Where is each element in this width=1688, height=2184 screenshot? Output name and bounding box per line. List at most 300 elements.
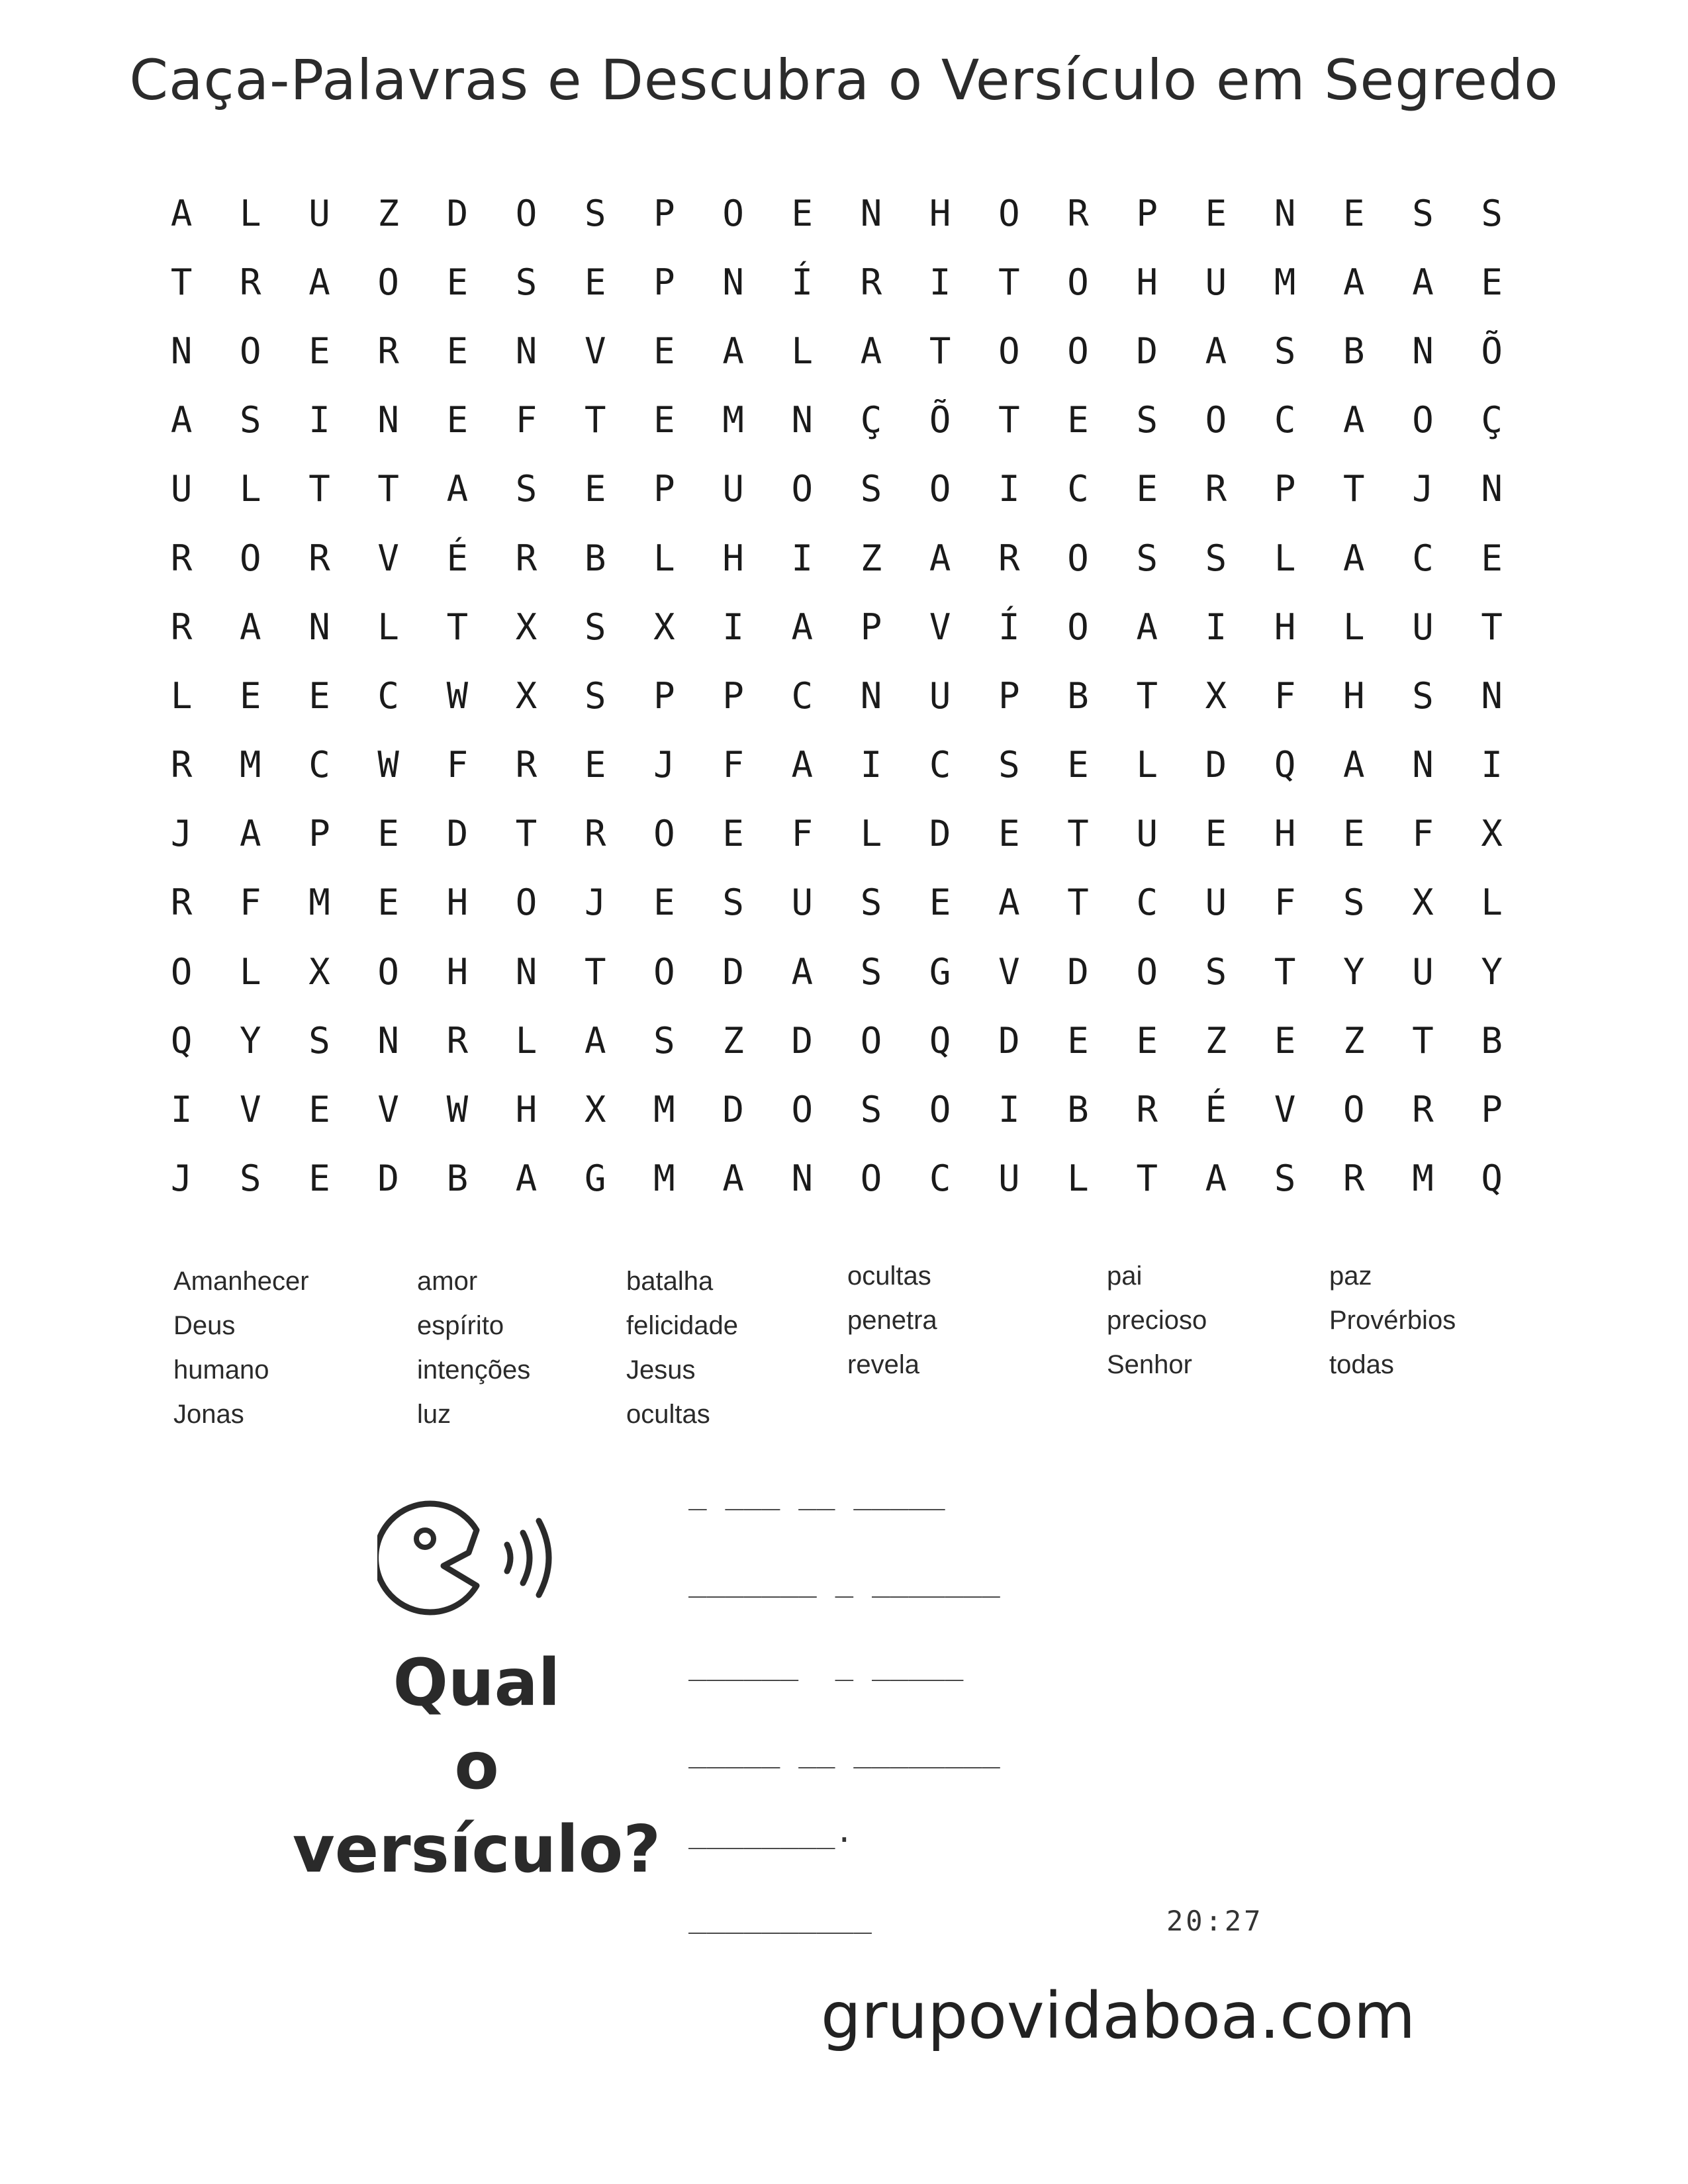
grid-cell: O: [377, 950, 399, 993]
grid-cell: E: [308, 330, 330, 372]
grid-cell: R: [515, 744, 538, 786]
grid-cell: E: [722, 813, 744, 855]
grid-cell: I: [1205, 606, 1227, 648]
grid-cell: Õ: [1481, 330, 1503, 372]
grid-cell: X: [1481, 813, 1503, 855]
grid-cell: Q: [170, 1019, 193, 1062]
answer-line-2: _______ _ _______: [688, 1562, 1000, 1598]
grid-cell: R: [1136, 1089, 1158, 1131]
grid-cell: Ç: [860, 399, 882, 441]
grid-cell: O: [791, 468, 814, 510]
grid-cell: D: [377, 1158, 399, 1200]
grid-cell: S: [860, 468, 882, 510]
grid-cell: E: [377, 813, 399, 855]
grid-cell: L: [240, 950, 261, 993]
grid-cell: E: [446, 330, 469, 372]
grid-cell: L: [1136, 744, 1158, 786]
grid-cell: A: [1343, 537, 1365, 579]
grid-cell: E: [446, 399, 469, 441]
grid-cell: U: [1136, 813, 1158, 855]
grid-cell: E: [308, 1158, 330, 1200]
grid-cell: C: [791, 674, 814, 717]
grid-cell: L: [1274, 537, 1296, 579]
grid-cell: E: [998, 813, 1020, 855]
word-list-column-2: [417, 1259, 530, 1437]
grid-cell: H: [929, 192, 951, 234]
grid-cell: L: [1067, 1158, 1089, 1200]
grid-cell: X: [653, 606, 675, 648]
answer-line-3: ______ _ _____: [688, 1645, 964, 1681]
grid-cell: F: [1274, 882, 1296, 924]
grid-cell: I: [1481, 744, 1503, 786]
grid-cell: U: [170, 468, 193, 510]
grid-cell: A: [860, 330, 882, 372]
grid-cell: D: [1067, 950, 1089, 993]
grid-cell: D: [446, 192, 469, 234]
grid-cell: R: [515, 537, 538, 579]
grid-cell: N: [1274, 192, 1296, 234]
grid-cell: R: [170, 606, 193, 648]
grid-cell: P: [1481, 1089, 1503, 1131]
grid-cell: C: [1067, 468, 1089, 510]
grid-cell: U: [1412, 606, 1434, 648]
grid-cell: T: [584, 399, 606, 441]
grid-cell: A: [1205, 1158, 1227, 1200]
grid-cell: Q: [1274, 744, 1296, 786]
grid-cell: A: [170, 192, 193, 234]
grid-cell: X: [584, 1089, 606, 1131]
grid-cell: O: [1067, 537, 1089, 579]
grid-cell: S: [1274, 330, 1296, 372]
grid-cell: J: [170, 813, 193, 855]
grid-cell: R: [170, 744, 193, 786]
word-list-item: penetra: [847, 1306, 937, 1335]
grid-cell: P: [1274, 468, 1296, 510]
grid-cell: T: [308, 468, 330, 510]
grid-cell: I: [860, 744, 882, 786]
grid-cell: E: [1067, 1019, 1089, 1062]
grid-cell: N: [1412, 744, 1434, 786]
grid-cell: S: [998, 744, 1020, 786]
grid-cell: T: [1067, 882, 1089, 924]
grid-cell: O: [929, 468, 951, 510]
footer-website: grupovidaboa.com: [821, 1979, 1416, 2053]
word-list-column-4: [847, 1254, 937, 1387]
grid-cell: T: [584, 950, 606, 993]
grid-cell: A: [1205, 330, 1227, 372]
grid-cell: R: [240, 261, 261, 303]
grid-cell: O: [653, 950, 675, 993]
word-list-item: batalha: [626, 1267, 714, 1296]
grid-cell: H: [446, 950, 469, 993]
word-list-item: ocultas: [847, 1261, 931, 1291]
grid-cell: C: [308, 744, 330, 786]
grid-cell: E: [1136, 468, 1158, 510]
grid-cell: X: [515, 606, 538, 648]
grid-cell: T: [1274, 950, 1296, 993]
grid-cell: E: [1205, 192, 1227, 234]
grid-cell: W: [446, 1089, 469, 1131]
grid-cell: R: [170, 537, 193, 579]
grid-cell: C: [929, 1158, 951, 1200]
grid-cell: U: [1205, 882, 1227, 924]
grid-cell: O: [515, 192, 538, 234]
grid-cell: V: [240, 1089, 261, 1131]
grid-cell: I: [998, 1089, 1020, 1131]
grid-cell: D: [929, 813, 951, 855]
grid-cell: N: [722, 261, 744, 303]
word-list-item: intenções: [417, 1355, 531, 1385]
grid-cell: P: [722, 674, 744, 717]
grid-cell: S: [1343, 882, 1365, 924]
grid-cell: E: [1205, 813, 1227, 855]
grid-cell: N: [860, 674, 882, 717]
grid-cell: É: [1205, 1089, 1227, 1131]
word-list-item: Jonas: [173, 1400, 244, 1429]
grid-cell: A: [170, 399, 193, 441]
word-list-column-3: [626, 1259, 738, 1437]
grid-cell: G: [929, 950, 951, 993]
grid-cell: O: [791, 1089, 814, 1131]
grid-cell: F: [1274, 674, 1296, 717]
grid-cell: C: [1412, 537, 1434, 579]
grid-cell: O: [998, 192, 1020, 234]
grid-cell: A: [1343, 399, 1365, 441]
grid-cell: S: [584, 192, 606, 234]
word-list-item: precioso: [1107, 1306, 1207, 1335]
grid-cell: V: [584, 330, 606, 372]
grid-cell: H: [1274, 606, 1296, 648]
grid-cell: L: [240, 468, 261, 510]
grid-cell: Í: [791, 261, 814, 303]
grid-cell: H: [446, 882, 469, 924]
grid-cell: Z: [722, 1019, 744, 1062]
grid-cell: T: [998, 399, 1020, 441]
grid-cell: T: [1067, 813, 1089, 855]
grid-cell: T: [1136, 1158, 1158, 1200]
grid-cell: O: [653, 813, 675, 855]
answer-line-6: __________: [688, 1898, 872, 1934]
grid-cell: M: [1274, 261, 1296, 303]
grid-cell: O: [377, 261, 399, 303]
grid-cell: I: [791, 537, 814, 579]
grid-cell: E: [446, 261, 469, 303]
grid-cell: M: [722, 399, 744, 441]
grid-cell: E: [1067, 744, 1089, 786]
grid-cell: C: [1274, 399, 1296, 441]
grid-cell: I: [998, 468, 1020, 510]
grid-cell: L: [377, 606, 399, 648]
grid-cell: O: [1343, 1089, 1365, 1131]
grid-cell: E: [308, 674, 330, 717]
grid-cell: T: [515, 813, 538, 855]
grid-cell: Z: [1205, 1019, 1227, 1062]
grid-cell: U: [929, 674, 951, 717]
word-list-item: ocultas: [626, 1400, 710, 1429]
grid-cell: H: [1343, 674, 1365, 717]
grid-cell: D: [722, 950, 744, 993]
grid-cell: S: [653, 1019, 675, 1062]
grid-cell: A: [1412, 261, 1434, 303]
grid-cell: O: [1067, 261, 1089, 303]
grid-cell: R: [377, 330, 399, 372]
grid-cell: L: [791, 330, 814, 372]
grid-cell: P: [653, 468, 675, 510]
grid-cell: S: [722, 882, 744, 924]
grid-cell: E: [929, 882, 951, 924]
word-list-item: todas: [1329, 1350, 1394, 1379]
grid-cell: E: [377, 882, 399, 924]
grid-cell: F: [446, 744, 469, 786]
question-line-3: versículo?: [292, 1812, 661, 1888]
grid-cell: E: [584, 744, 606, 786]
grid-cell: U: [1205, 261, 1227, 303]
grid-cell: B: [1067, 674, 1089, 717]
word-list-item: Amanhecer: [173, 1267, 309, 1296]
grid-cell: U: [998, 1158, 1020, 1200]
grid-cell: G: [584, 1158, 606, 1200]
grid-cell: N: [377, 1019, 399, 1062]
grid-cell: R: [1067, 192, 1089, 234]
grid-cell: Í: [998, 606, 1020, 648]
grid-cell: B: [1067, 1089, 1089, 1131]
grid-cell: X: [1412, 882, 1434, 924]
word-list-item: humano: [173, 1355, 269, 1385]
word-search-grid: [147, 179, 1526, 1213]
word-list-item: amor: [417, 1267, 478, 1296]
grid-cell: E: [240, 674, 261, 717]
grid-cell: N: [308, 606, 330, 648]
grid-cell: S: [584, 674, 606, 717]
grid-cell: P: [860, 606, 882, 648]
grid-cell: U: [1412, 950, 1434, 993]
grid-cell: R: [1343, 1158, 1365, 1200]
grid-cell: T: [377, 468, 399, 510]
grid-cell: É: [446, 537, 469, 579]
grid-cell: N: [515, 950, 538, 993]
grid-cell: F: [515, 399, 538, 441]
grid-cell: M: [1412, 1158, 1434, 1200]
grid-cell: N: [515, 330, 538, 372]
word-list-item: felicidade: [626, 1311, 739, 1340]
grid-cell: H: [515, 1089, 538, 1131]
grid-cell: T: [1343, 468, 1365, 510]
grid-cell: J: [584, 882, 606, 924]
grid-cell: J: [170, 1158, 193, 1200]
grid-cell: O: [515, 882, 538, 924]
verse-reference: 20:27: [1166, 1905, 1264, 1937]
answer-line-1: _ ___ __ _____: [688, 1475, 945, 1510]
grid-cell: E: [584, 261, 606, 303]
grid-cell: B: [1481, 1019, 1503, 1062]
grid-cell: B: [584, 537, 606, 579]
word-list-item: Senhor: [1107, 1350, 1192, 1379]
grid-cell: T: [1412, 1019, 1434, 1062]
grid-cell: Ç: [1481, 399, 1503, 441]
grid-cell: V: [377, 1089, 399, 1131]
grid-cell: W: [446, 674, 469, 717]
grid-cell: I: [722, 606, 744, 648]
grid-cell: X: [308, 950, 330, 993]
grid-cell: E: [1481, 261, 1503, 303]
grid-cell: F: [240, 882, 261, 924]
grid-cell: D: [722, 1089, 744, 1131]
grid-cell: P: [653, 674, 675, 717]
grid-cell: D: [1205, 744, 1227, 786]
grid-cell: O: [240, 330, 261, 372]
grid-cell: A: [515, 1158, 538, 1200]
grid-cell: N: [377, 399, 399, 441]
grid-cell: O: [1136, 950, 1158, 993]
grid-cell: O: [1067, 606, 1089, 648]
answer-line-5: ________.: [688, 1813, 854, 1849]
grid-cell: W: [377, 744, 399, 786]
grid-cell: X: [515, 674, 538, 717]
grid-cell: J: [653, 744, 675, 786]
grid-cell: A: [240, 813, 261, 855]
grid-cell: P: [653, 192, 675, 234]
grid-cell: T: [170, 261, 193, 303]
grid-cell: A: [722, 1158, 744, 1200]
grid-cell: X: [1205, 674, 1227, 717]
grid-cell: P: [308, 813, 330, 855]
grid-cell: T: [446, 606, 469, 648]
word-list-column-5: [1107, 1254, 1207, 1387]
grid-cell: P: [998, 674, 1020, 717]
grid-cell: S: [1136, 537, 1158, 579]
answer-line-4: _____ __ ________: [688, 1733, 1000, 1768]
grid-cell: E: [1343, 192, 1365, 234]
grid-cell: O: [722, 192, 744, 234]
grid-cell: I: [308, 399, 330, 441]
grid-cell: E: [653, 882, 675, 924]
grid-cell: Õ: [929, 399, 951, 441]
grid-cell: L: [240, 192, 261, 234]
grid-cell: S: [1481, 192, 1503, 234]
grid-cell: V: [1274, 1089, 1296, 1131]
word-list-column-1: [173, 1259, 309, 1437]
grid-cell: F: [722, 744, 744, 786]
grid-cell: Z: [1343, 1019, 1365, 1062]
grid-cell: O: [1412, 399, 1434, 441]
grid-cell: L: [170, 674, 193, 717]
word-list-item: luz: [417, 1400, 451, 1429]
grid-cell: M: [240, 744, 261, 786]
grid-cell: S: [1136, 399, 1158, 441]
grid-cell: U: [791, 882, 814, 924]
grid-cell: A: [584, 1019, 606, 1062]
grid-cell: A: [791, 744, 814, 786]
grid-cell: L: [860, 813, 882, 855]
grid-cell: Z: [860, 537, 882, 579]
grid-cell: S: [1205, 950, 1227, 993]
word-list-column-6: [1329, 1254, 1456, 1387]
grid-cell: M: [653, 1089, 675, 1131]
grid-cell: E: [1067, 399, 1089, 441]
grid-cell: D: [791, 1019, 814, 1062]
grid-cell: J: [1412, 468, 1434, 510]
grid-cell: A: [998, 882, 1020, 924]
grid-cell: L: [1481, 882, 1503, 924]
grid-cell: Q: [929, 1019, 951, 1062]
grid-cell: L: [653, 537, 675, 579]
grid-cell: N: [791, 1158, 814, 1200]
grid-cell: F: [1412, 813, 1434, 855]
grid-cell: R: [446, 1019, 469, 1062]
grid-cell: U: [722, 468, 744, 510]
grid-cell: B: [446, 1158, 469, 1200]
grid-cell: V: [998, 950, 1020, 993]
grid-cell: A: [446, 468, 469, 510]
grid-cell: R: [170, 882, 193, 924]
word-list-item: paz: [1329, 1261, 1372, 1291]
grid-cell: E: [791, 192, 814, 234]
grid-cell: Y: [1343, 950, 1365, 993]
grid-cell: N: [791, 399, 814, 441]
grid-cell: O: [860, 1019, 882, 1062]
grid-cell: E: [1481, 537, 1503, 579]
grid-cell: C: [929, 744, 951, 786]
grid-cell: O: [929, 1089, 951, 1131]
grid-cell: S: [240, 399, 261, 441]
grid-cell: N: [170, 330, 193, 372]
grid-cell: H: [722, 537, 744, 579]
grid-cell: B: [1343, 330, 1365, 372]
grid-cell: P: [653, 261, 675, 303]
grid-cell: T: [1136, 674, 1158, 717]
grid-cell: N: [860, 192, 882, 234]
grid-cell: S: [515, 468, 538, 510]
question-line-1: Qual: [393, 1645, 561, 1721]
grid-cell: R: [860, 261, 882, 303]
grid-cell: U: [308, 192, 330, 234]
grid-cell: A: [722, 330, 744, 372]
grid-cell: R: [998, 537, 1020, 579]
grid-cell: A: [791, 950, 814, 993]
grid-cell: P: [1136, 192, 1158, 234]
grid-cell: O: [1067, 330, 1089, 372]
grid-cell: H: [1136, 261, 1158, 303]
grid-cell: Y: [1481, 950, 1503, 993]
grid-cell: S: [584, 606, 606, 648]
word-list-item: revela: [847, 1350, 919, 1379]
grid-cell: R: [584, 813, 606, 855]
grid-cell: A: [1343, 261, 1365, 303]
grid-cell: Z: [377, 192, 399, 234]
grid-cell: D: [998, 1019, 1020, 1062]
grid-cell: A: [308, 261, 330, 303]
grid-cell: E: [1343, 813, 1365, 855]
grid-cell: O: [860, 1158, 882, 1200]
grid-cell: O: [240, 537, 261, 579]
grid-cell: V: [929, 606, 951, 648]
grid-cell: E: [1274, 1019, 1296, 1062]
speaking-face-icon: [377, 1489, 569, 1621]
word-list-item: pai: [1107, 1261, 1143, 1291]
grid-cell: N: [1481, 468, 1503, 510]
grid-cell: A: [240, 606, 261, 648]
grid-cell: D: [1136, 330, 1158, 372]
grid-cell: C: [377, 674, 399, 717]
question-text: [291, 1641, 662, 1891]
grid-cell: I: [929, 261, 951, 303]
grid-cell: M: [653, 1158, 675, 1200]
grid-cell: R: [1205, 468, 1227, 510]
grid-cell: C: [1136, 882, 1158, 924]
grid-cell: S: [860, 1089, 882, 1131]
grid-cell: M: [308, 882, 330, 924]
grid-cell: Q: [1481, 1158, 1503, 1200]
